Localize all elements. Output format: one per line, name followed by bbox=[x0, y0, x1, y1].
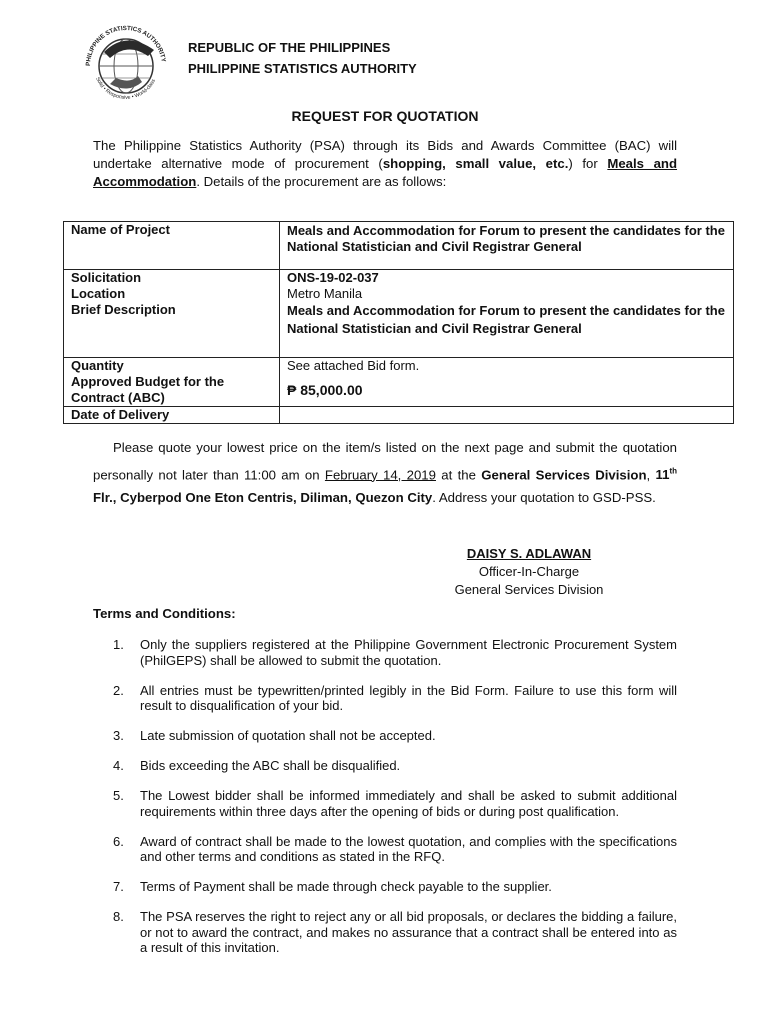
table-row bbox=[64, 222, 734, 270]
term-number: 6. bbox=[113, 833, 124, 849]
page-title: REQUEST FOR QUOTATION bbox=[291, 108, 479, 124]
term-text: All entries must be typewritten/printed legibly in the Bid Form. Failure to use this form will result to disqualification of your bid. bbox=[140, 682, 677, 713]
term-text: The PSA reserves the right to reject any or all bid proposals, or declares the bidding a failure, or not to award the contract, and makes no assurance that a contract shall be entered into as a result of this invitation. bbox=[140, 909, 677, 955]
term-number: 1. bbox=[113, 637, 124, 652]
list-item bbox=[113, 758, 677, 774]
terms-list bbox=[113, 637, 677, 970]
project-name-value: Meals and Accommodation for Forum to present the candidates for the National Statistician and Civil Registrar General bbox=[280, 222, 734, 270]
republic-line: REPUBLIC OF THE PHILIPPINES bbox=[188, 40, 391, 55]
term-text: Award of contract shall be made to the lowest quotation, and complies with the specifications and other terms and conditions as stated in the RFQ. bbox=[140, 833, 677, 864]
term-text: The Lowest bidder shall be informed immediately and shall be asked to submit additional requirements within three days after the opening of bids or during post qualification. bbox=[140, 788, 677, 819]
psa-logo bbox=[80, 22, 172, 106]
signatory-block bbox=[420, 545, 638, 599]
intro-text-3: . Details of the procurement are as follows: bbox=[196, 174, 447, 189]
floor-suffix: th bbox=[669, 466, 678, 476]
table-row bbox=[64, 407, 734, 424]
intro-text-1: The Philippine Statistics Authority (PSA) through its Bids and Awards Committee (BAC) will undertake alternative mode of procurement ( bbox=[93, 138, 677, 171]
org-heading bbox=[188, 37, 417, 79]
quote-text-2: at the bbox=[435, 466, 482, 482]
budget-label-2: Contract (ABC) bbox=[71, 390, 165, 405]
quantity-label: Quantity bbox=[71, 358, 124, 373]
term-number: 5. bbox=[113, 788, 124, 803]
delivery-label: Date of Delivery bbox=[64, 407, 280, 424]
list-item bbox=[113, 788, 677, 819]
procurement-mode: shopping, small value, etc. bbox=[382, 156, 569, 171]
list-item bbox=[113, 728, 677, 744]
delivery-value bbox=[280, 407, 734, 424]
table-row bbox=[64, 270, 734, 358]
term-number: 2. bbox=[113, 682, 124, 698]
term-text: Only the suppliers registered at the Philippine Government Electronic Procurement System (PhilGEPS) shall be allowed to submit the quotation. bbox=[140, 637, 677, 668]
submission-paragraph bbox=[93, 436, 677, 510]
budget-label-1: Approved Budget for the bbox=[71, 374, 225, 389]
signatory-position: Officer-In-Charge bbox=[478, 564, 580, 579]
list-item bbox=[113, 879, 677, 895]
terms-heading: Terms and Conditions: bbox=[93, 606, 236, 621]
location-value: Metro Manila bbox=[287, 286, 363, 301]
list-item bbox=[113, 637, 677, 668]
floor-number: 11 bbox=[655, 466, 670, 482]
quote-text-4: . Address your quotation to GSD-PSS. bbox=[432, 490, 656, 506]
agency-line: PHILIPPINE STATISTICS AUTHORITY bbox=[188, 61, 417, 76]
list-item bbox=[113, 834, 677, 865]
term-number: 8. bbox=[113, 909, 124, 924]
description-value: Meals and Accommodation for Forum to present the candidates for the National Statistician and Civil Registrar General bbox=[287, 303, 725, 336]
logo-tagline: Solid • Responsive • World-class bbox=[94, 76, 157, 101]
intro-paragraph bbox=[93, 137, 677, 191]
description-label: Brief Description bbox=[71, 302, 176, 317]
project-name-label: Name of Project bbox=[64, 222, 280, 270]
quote-text-3: , bbox=[646, 466, 656, 482]
solicitation-value: ONS-19-02-037 bbox=[287, 270, 379, 285]
submission-division: General Services Division bbox=[481, 466, 647, 482]
list-item bbox=[113, 909, 677, 956]
quote-text-1: Please quote your lowest price on the item/s listed on the next page and submit the quotation personally not later than 11:00 am on bbox=[93, 440, 677, 482]
term-text: Terms of Payment shall be made through check payable to the supplier. bbox=[140, 879, 552, 894]
term-text: Bids exceeding the ABC shall be disqualified. bbox=[140, 758, 401, 773]
term-number: 7. bbox=[113, 879, 124, 894]
solicitation-label: Solicitation bbox=[71, 270, 142, 285]
deadline-date: February 14, 2019 bbox=[324, 466, 436, 482]
term-number: 3. bbox=[113, 728, 124, 743]
term-text: Late submission of quotation shall not be accepted. bbox=[140, 728, 436, 743]
table-row bbox=[64, 358, 734, 407]
submission-address: Flr., Cyberpod One Eton Centris, Diliman, Quezon City bbox=[93, 490, 433, 506]
logo-text: PHILIPPINE STATISTICS AUTHORITY bbox=[84, 24, 167, 67]
signatory-name: DAISY S. ADLAWAN bbox=[466, 546, 592, 561]
signatory-office: General Services Division bbox=[454, 582, 604, 597]
location-label: Location bbox=[71, 286, 126, 301]
procurement-subject: Meals and Accommodation bbox=[93, 156, 678, 189]
budget-value: ₱ 85,000.00 bbox=[287, 382, 363, 398]
quantity-value: See attached Bid form. bbox=[287, 358, 420, 373]
term-number: 4. bbox=[113, 758, 124, 773]
procurement-details-table bbox=[63, 221, 734, 424]
list-item bbox=[113, 683, 677, 714]
intro-text-2: ) for bbox=[568, 156, 608, 171]
